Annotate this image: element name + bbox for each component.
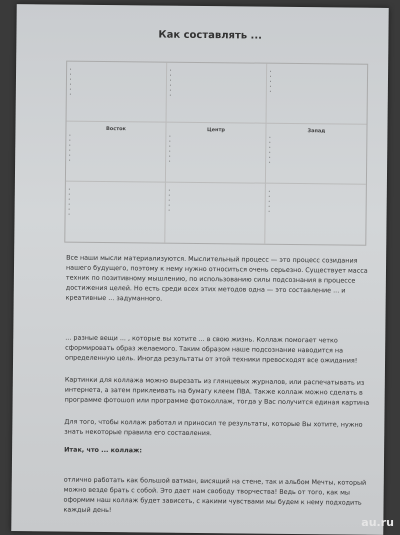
paragraph-1: Все наши мысли материализуются. Мыслительный процесс — это процесс созидания нашего будущего, поэтому к нему нужно относиться очень серьезно. Существует масса техник по позитивному мышлению, по использованию силы подсознания в процессе достижения целей. Но есть среди всех этих методов одна — это составление ... и креативные ... задуманного.: [65, 253, 368, 303]
grid-cell-3: [267, 64, 368, 125]
document-page: [11, 4, 388, 535]
paragraph-3: Картинки для коллажа можно вырезать из глянцевых журналов, или распечатывать из интернета, а затем приклеивать на бумагу клеем ПВА. Также коллаж можно сделать в программе фотошоп или программе фотоколлаж, тогда у Вас получится единая картина: [64, 375, 370, 407]
site-watermark: au.ru: [361, 516, 394, 529]
grid-header-west: Запад: [307, 128, 326, 135]
paragraph-4: Для того, чтобы коллаж работал и приносил те результаты, которые Вы хотите, нужно знать некоторые правила его составления.: [64, 417, 363, 438]
grid-cell-2: [167, 63, 268, 124]
page-title: Как составлять ...: [158, 29, 263, 42]
grid-cell-7: [65, 182, 166, 243]
grid-cell-west: [266, 124, 367, 185]
grid-cell-east: [66, 122, 167, 183]
paragraph-6: отлично работать как большой ватман, висящий на стене, так и альбом Мечты, который можно везде брать с собой. Это дает нам свободу творчества! Ведь от того, как мы оформим наш коллаж будет зависеть, с какими чувствами мы будем к нему подходить каждый день!: [63, 475, 367, 515]
grid-cell-1: [67, 62, 168, 123]
grid-cell-9: [265, 184, 366, 245]
grid-cell-center: [166, 123, 267, 184]
bagua-grid: [64, 61, 368, 246]
grid-header-center: Центр: [206, 127, 225, 134]
grid-cell-8: [165, 183, 266, 244]
paragraph-5: Итак, что ... коллаж:: [64, 445, 143, 455]
paragraph-2: ... разные вещи ... , которые вы хотите ... в свою жизнь. Коллаж помогает четко сформировать образ желаемого. Таким образом наше подсознание наводится на определенную цель. Иногда результаты от этой техники превосходят все ожидания!: [65, 333, 358, 365]
grid-header-east: Восток: [105, 126, 126, 133]
